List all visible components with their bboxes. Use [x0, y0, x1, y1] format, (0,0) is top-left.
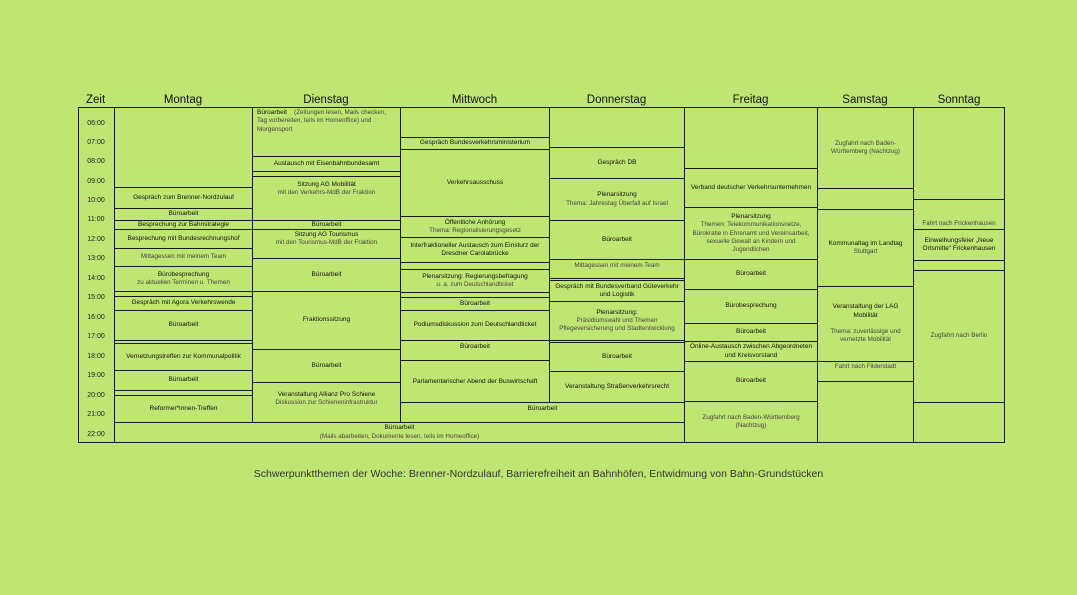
event-donnerstag-bueroarbeit: Büroarbeit: [549, 342, 685, 372]
event-sonntag-zugfahrt-berlin: Zugfahrt nach Berlin: [913, 270, 1005, 403]
event-mittwoch-buswirtschaft: Parlamentarischer Abend der Buswirtschaft: [400, 360, 550, 404]
time-label: 19:00: [87, 372, 105, 379]
event-montag-bueroarbeit: Büroarbeit: [114, 208, 253, 221]
event-sonntag-fahrt-frickenhausen: Fahrt nach Frickenhausen: [913, 199, 1005, 230]
event-montag-buerobesprechung: Bürobesprechung zu aktuellen Terminen u. Themen: [114, 266, 253, 292]
event-dienstag-ag-tourismus: Sitzung AG Tourismus mit den Tourismus-MdB der Fraktion: [252, 229, 401, 259]
time-label: 18:00: [87, 353, 105, 360]
event-donnerstag-plenarsitzung: Plenarsitzung Thema: Jahrestag Überfall auf Israel: [549, 178, 685, 221]
time-label: 14:00: [87, 275, 105, 282]
time-label: 07:00: [87, 139, 105, 146]
header-zeit: Zeit: [86, 94, 106, 106]
header-donnerstag: Donnerstag: [586, 94, 647, 106]
event-mittwoch-anhoerung: Öffentliche Anhörung Thema: Regionalisierungsgesetz: [400, 216, 550, 238]
event-samstag-zugfahrt: Zugfahrt nach Baden-Württemberg (Nachtzug): [817, 107, 914, 189]
event-donnerstag-bueroarbeit: Büroarbeit: [549, 220, 685, 260]
event-sonntag-einweihungsfeier: Einweihungsfeier „Neue Ortsmitte“ Frickenhausen: [913, 229, 1005, 261]
time-label: 17:00: [87, 333, 105, 340]
header-dienstag: Dienstag: [303, 94, 349, 106]
event-mittwoch-verkehrsausschuss: Verkehrsausschuss: [400, 149, 550, 217]
event-donnerstag-strassenverkehrsrecht: Veranstaltung Straßenverkehrsrecht: [549, 371, 685, 403]
time-label: 15:00: [87, 294, 105, 301]
time-label: 21:00: [87, 411, 105, 418]
event-montag-bundesrechnungshof: Besprechung mit Bundesrechnungshof: [114, 229, 253, 249]
event-donnerstag-plenarsitzung-2: Plenarsitzung: Präsidiumswahl und Themen Pflegeversicherung und Stadtentwicklung: [549, 301, 685, 341]
event-samstag-filderstadt: Fahrt nach Filderstadt: [817, 361, 914, 382]
event-mittwoch-plenarsitzung: Plenarsitzung: Regierungsbefragung u. a. zum Deutschlandticket: [400, 269, 550, 293]
event-montag-bahnstrategie: Besprechung zur Bahnstrategie: [114, 220, 253, 230]
event-samstag-lag-mobilitaet: Veranstaltung der LAG Mobilität Thema: zuverlässige und vernetzte Mobilität: [817, 286, 914, 362]
time-label: 13:00: [87, 255, 105, 262]
time-label: 12:00: [87, 236, 105, 243]
event-montag-agora: Gespräch mit Agora Verkehrswende: [114, 296, 253, 311]
time-label: 08:00: [87, 158, 105, 165]
time-label: 10:00: [87, 197, 105, 204]
weekly-schedule: [78, 93, 1006, 445]
event-freitag-online-austausch: Online-Austausch zwischen Abgeordneten und Kreisvorstand: [684, 341, 818, 362]
event-dienstag-eisenbahnbundesamt: Austausch mit Eisenbahnbundesamt: [252, 156, 401, 172]
time-label: 11:00: [87, 216, 105, 223]
event-donnerstag-db: Gespräch DB: [549, 147, 685, 179]
event-mittwoch-bmv: Gespräch Bundesverkehrsministerium: [400, 137, 550, 150]
header-montag: Montag: [163, 94, 203, 106]
event-woche-bueroarbeit-abend: Büroarbeit (Mails abarbeiten, Dokumente lesen, teils im Homeoffice): [114, 422, 685, 443]
event-freitag-zugfahrt: Zugfahrt nach Baden-Württemberg (Nachtzug): [684, 401, 818, 443]
event-freitag-bueroarbeit: Büroarbeit: [684, 361, 818, 402]
event-montag-reformer: Reformer*innen-Treffen: [114, 395, 253, 423]
event-dienstag-bueroarbeit: Büroarbeit: [252, 349, 401, 383]
weekly-focus-topics: Schwerpunktthemen der Woche: Brenner-Nordzulauf, Barrierefreiheit an Bahnhöfen, Entwidmung von Bahn-Grundstücken: [253, 468, 824, 480]
event-montag-bueroarbeit: Büroarbeit: [114, 310, 253, 341]
time-label: 09:00: [87, 178, 105, 185]
time-label: 16:00: [87, 314, 105, 321]
event-mittwoch-carolabruecke: Interfraktioneller Austausch zum Einsturz der Dresdner Carolabrücke: [400, 237, 550, 263]
time-label: 22:00: [87, 431, 105, 438]
event-montag-bueroarbeit: Büroarbeit: [114, 370, 253, 391]
event-donnerstag-gueterverkehr: Gespräch mit Bundesverband Güteverkehr und Logistik: [549, 280, 685, 302]
event-mittwoch-bueroarbeit: Büroarbeit: [400, 340, 550, 361]
event-donnerstag-mittagessen: Mittagessen mit meinem Team: [549, 259, 685, 279]
time-label: 20:00: [87, 392, 105, 399]
event-dienstag-bueroarbeit: Büroarbeit: [252, 220, 401, 230]
event-mittwoch-bueroarbeit: Büroarbeit: [400, 297, 550, 311]
event-montag-brenner: Gespräch zum Brenner-Nordzulauf: [114, 187, 253, 209]
event-montag-vernetzung: Vernetzungstreffen zur Kommunalpolitik: [114, 343, 253, 371]
header-mittwoch: Mittwoch: [451, 94, 498, 106]
event-freitag-plenarsitzung: Plenarsitzung Themen: Telekommunikationsnetze, Bürokratie in Ehrenamt und Vereinsarbeit, sexuelle Gewalt an Kindern und Jugendlichen: [684, 207, 818, 260]
event-freitag-bueroarbeit: Büroarbeit: [684, 259, 818, 290]
event-dienstag-bueroarbeit: Büroarbeit: [252, 258, 401, 292]
event-montag-mittagessen: Mittagessen mit meinem Team: [114, 248, 253, 267]
event-mittwoch-podiumsdiskussion: Podiumsdiskussion zum Deutschlandticket: [400, 310, 550, 341]
header-sonntag: Sonntag: [937, 94, 981, 106]
header-samstag: Samstag: [842, 94, 888, 106]
event-dienstag-ag-mobilitaet: Sitzung AG Mobilität mit den Verkehrs-MdB der Fraktion: [252, 176, 401, 221]
time-label: 06:00: [87, 120, 105, 127]
event-freitag-buerobesprechung: Bürobesprechung: [684, 289, 818, 324]
event-mittwoch-donnerstag-bueroarbeit: Büroarbeit: [400, 402, 685, 423]
event-freitag-bueroarbeit: Büroarbeit: [684, 323, 818, 342]
event-dienstag-bueroarbeit-morgen: Büroarbeit (Zeitungen lesen, Mails checken, Tag vorbereiten, teils im Homeoffice) und Morgensport: [257, 109, 387, 133]
event-dienstag-fraktionssitzung: Fraktionssitzung: [252, 291, 401, 350]
header-freitag: Freitag: [732, 94, 769, 106]
event-dienstag-allianz-pro-schiene: Veranstaltung Allianz Pro Schiene Diskussion zur Schieneninfrastruktur: [252, 382, 401, 424]
event-samstag-kommunaltag: Kommunaltag im Landtag Stuttgart: [817, 209, 914, 287]
event-freitag-vdv: Verband deutscher Verkehrsunternehmen: [684, 168, 818, 208]
